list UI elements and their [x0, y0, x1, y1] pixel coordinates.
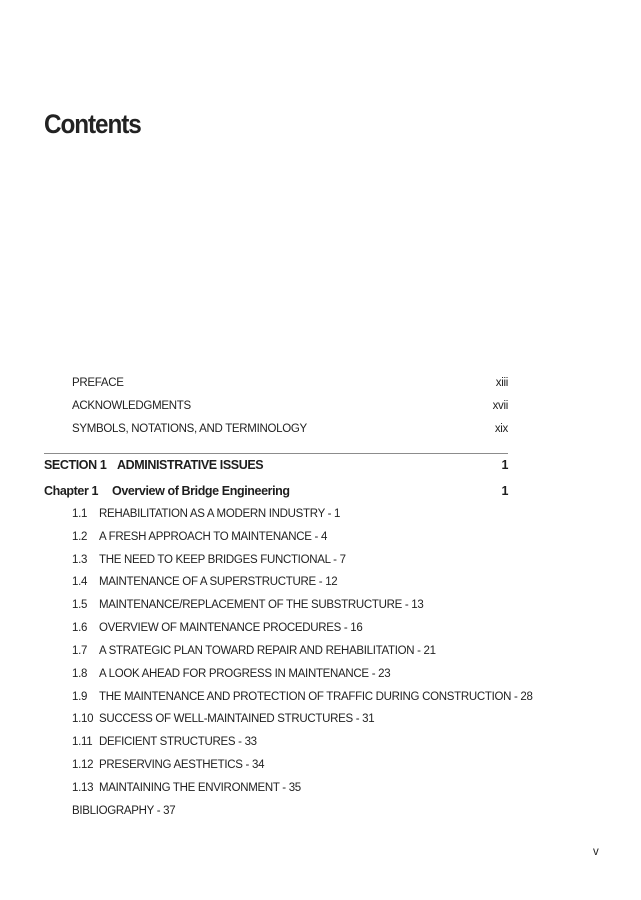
front-matter-page: xix — [494, 423, 508, 435]
entry-title: OVERVIEW OF MAINTENANCE PROCEDURES - 16 — [99, 622, 363, 634]
entry-title: THE MAINTENANCE AND PROTECTION OF TRAFFIC DURING CONSTRUCTION - 28 — [99, 691, 533, 703]
entry-title: MAINTENANCE OF A SUPERSTRUCTURE - 12 — [99, 576, 338, 588]
entry-number: 1.2 — [72, 531, 88, 543]
entry-title: THE NEED TO KEEP BRIDGES FUNCTIONAL - 7 — [99, 554, 346, 566]
entry-number: 1.4 — [72, 576, 88, 588]
entry-title: A LOOK AHEAD FOR PROGRESS IN MAINTENANCE - 23 — [99, 668, 391, 680]
entry-title: MAINTENANCE/REPLACEMENT OF THE SUBSTRUCTURE - 13 — [99, 599, 424, 611]
entry-number: 1.5 — [72, 599, 88, 611]
front-matter-page: xiii — [495, 377, 508, 389]
entry-title: DEFICIENT STRUCTURES - 33 — [99, 736, 257, 748]
page-title: Contents — [44, 109, 141, 139]
entry-number: 1.12 — [72, 759, 94, 771]
entry-number: 1.13 — [72, 782, 94, 794]
entry-title: SUCCESS OF WELL-MAINTAINED STRUCTURES - 31 — [99, 713, 375, 725]
section-title: ADMINISTRATIVE ISSUES — [117, 458, 264, 472]
entry-number: 1.6 — [72, 622, 88, 634]
front-matter-title: PREFACE — [72, 377, 124, 389]
entry-number: 1.3 — [72, 554, 88, 566]
chapter-number: Chapter 1 — [44, 484, 99, 498]
entry-number: 1.7 — [72, 645, 88, 657]
entry-title: REHABILITATION AS A MODERN INDUSTRY - 1 — [99, 508, 341, 520]
entry-number: 1.11 — [72, 736, 93, 748]
front-matter-title: SYMBOLS, NOTATIONS, AND TERMINOLOGY — [72, 423, 307, 435]
entry-title: MAINTAINING THE ENVIRONMENT - 35 — [99, 782, 301, 794]
chapter-title: Overview of Bridge Engineering — [112, 484, 290, 498]
entry-title: A STRATEGIC PLAN TOWARD REPAIR AND REHABILITATION - 21 — [99, 645, 436, 657]
entry-title: A FRESH APPROACH TO MAINTENANCE - 4 — [99, 531, 328, 543]
chapter-page: 1 — [501, 484, 508, 498]
section-divider — [44, 453, 508, 454]
bibliography-title: BIBLIOGRAPHY - 37 — [72, 805, 176, 817]
front-matter-title: ACKNOWLEDGMENTS — [72, 400, 191, 412]
entry-number: 1.1 — [72, 508, 88, 520]
section-number: SECTION 1 — [44, 458, 107, 472]
entry-title: PRESERVING AESTHETICS - 34 — [99, 759, 265, 771]
page-number: v — [593, 846, 599, 858]
entry-number: 1.9 — [72, 691, 88, 703]
entry-number: 1.8 — [72, 668, 88, 680]
front-matter-page: xvii — [492, 400, 508, 412]
entry-number: 1.10 — [72, 713, 94, 725]
section-page: 1 — [501, 458, 508, 472]
